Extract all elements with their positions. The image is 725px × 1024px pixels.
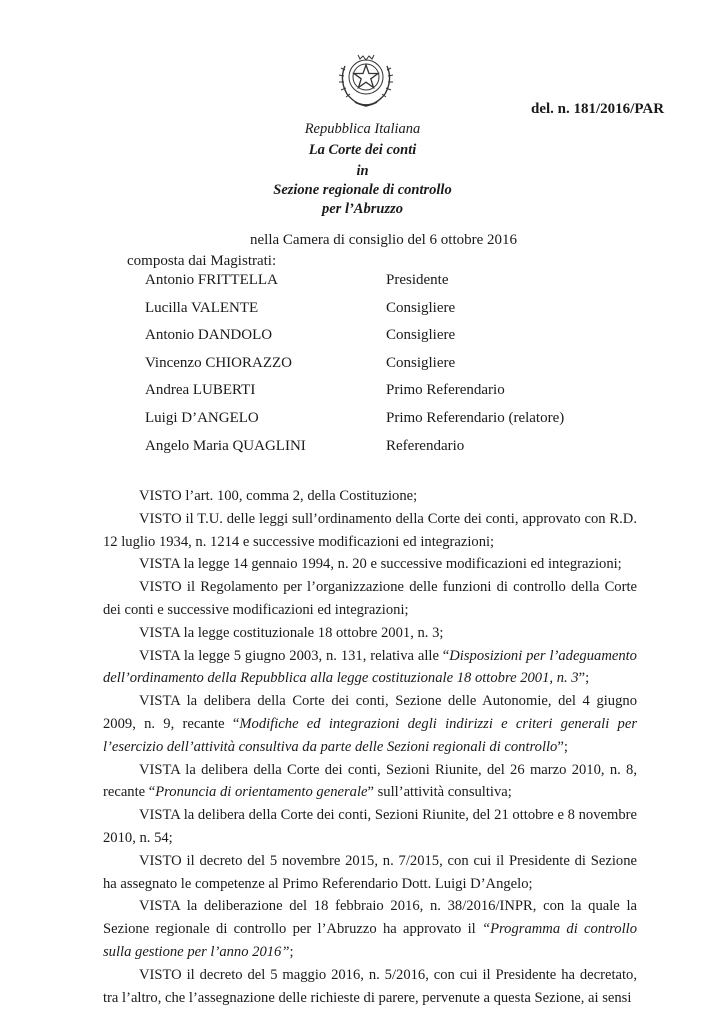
header-court: La Corte dei conti (308, 142, 417, 158)
magistrate-role: Consigliere (386, 355, 456, 371)
paragraph-italic: Disposizioni per l’adeguamento dell’ordinamento della Repubblica alla legge costituzionale 18 ottobre 2001, n. 3 (103, 647, 637, 687)
paragraph-text: ”; (557, 738, 568, 755)
paragraph (103, 645, 637, 691)
deliberation-number: del. n. 181/2016/PAR (531, 101, 665, 117)
magistrate-name: Vincenzo CHIORAZZO (145, 355, 292, 371)
header-in: in (356, 163, 369, 179)
paragraph: VISTO il T.U. delle leggi sull’ordinamento della Corte dei conti, approvato con R.D. 12 luglio 1934, n. 1214 e successive modificazioni ed integrazioni; (103, 510, 637, 550)
paragraph (103, 759, 637, 805)
paragraph-text: VISTA la delibera della Corte dei conti, Sezione delle Autonomie, del 4 giugno 2009, n. 9, recante “ (103, 693, 637, 732)
paragraph-text: VISTA la legge 5 giugno 2003, n. 131, relativa alle “ (139, 647, 450, 664)
paragraph-text: ” sull’attività consultiva; (367, 784, 512, 801)
paragraph-italic: Modifiche ed integrazioni degli indirizzi e criteri generali per l’esercizio dell’attività consultiva da parte delle Sezioni regionali di controllo (103, 715, 637, 755)
magistrate-role: Primo Referendario (386, 382, 505, 398)
republic-emblem-icon (333, 46, 399, 112)
paragraph-italic: Pronuncia di orientamento generale (155, 784, 368, 801)
paragraph-italic: “Programma di controllo sulla gestione per l’anno 2016” (103, 921, 637, 960)
magistrate-role: Consigliere (386, 327, 456, 343)
magistrate-name: Lucilla VALENTE (145, 300, 259, 316)
magistrate-name: Luigi D’ANGELO (145, 410, 259, 426)
composta-label: composta dai Magistrati: (127, 253, 277, 269)
paragraph: VISTO il decreto del 5 novembre 2015, n. 7/2015, con cui il Presidente di Sezione ha assegnato le competenze al Primo Referendario Dott. Luigi D’Angelo; (103, 852, 637, 892)
header-republic: Repubblica Italiana (304, 121, 421, 137)
magistrate-role: Referendario (386, 438, 465, 454)
document-body (103, 485, 637, 1009)
header-region: per l’Abruzzo (322, 201, 403, 217)
magistrate-role: Consigliere (386, 300, 456, 316)
paragraph: VISTA la legge costituzionale 18 ottobre 2001, n. 3; (139, 624, 444, 641)
magistrate-name: Andrea LUBERTI (145, 382, 256, 398)
paragraph-text: ; (289, 943, 294, 960)
paragraph: VISTA la delibera della Corte dei conti, Sezioni Riunite, del 21 ottobre e 8 novembre 2010, n. 54; (103, 807, 637, 846)
paragraph: VISTO il decreto del 5 maggio 2016, n. 5/2016, con cui il Presidente ha decretato, tra l’altro, che l’assegnazione delle richieste di parere, pervenute a questa Sezione, ai sensi (103, 966, 637, 1006)
magistrate-name: Angelo Maria QUAGLINI (145, 438, 306, 454)
paragraph (103, 690, 637, 758)
paragraph: VISTA la legge 14 gennaio 1994, n. 20 e successive modificazioni ed integrazioni; (139, 556, 622, 573)
paragraph-text: VISTA la delibera della Corte dei conti, Sezioni Riunite, del 26 marzo 2010, n. 8, recante “ (103, 761, 637, 801)
magistrate-role: Presidente (386, 272, 449, 288)
paragraph (103, 895, 637, 963)
header-section: Sezione regionale di controllo (273, 182, 452, 198)
meeting-line: nella Camera di consiglio del 6 ottobre 2016 (250, 232, 518, 248)
magistrate-role: Primo Referendario (relatore) (386, 410, 565, 426)
paragraph-text: ”; (578, 670, 590, 687)
paragraph: VISTO il Regolamento per l’organizzazione delle funzioni di controllo della Corte dei conti e successive modificazioni ed integrazioni; (103, 579, 637, 618)
magistrate-name: Antonio DANDOLO (145, 327, 273, 343)
paragraph: VISTO l’art. 100, comma 2, della Costituzione; (139, 488, 418, 504)
paragraph-text: VISTA la deliberazione del 18 febbraio 2016, n. 38/2016/INPR, con la quale la Sezione regionale di controllo per l’Abruzzo ha approvato il (103, 898, 637, 938)
magistrate-name: Antonio FRITTELLA (145, 272, 278, 288)
